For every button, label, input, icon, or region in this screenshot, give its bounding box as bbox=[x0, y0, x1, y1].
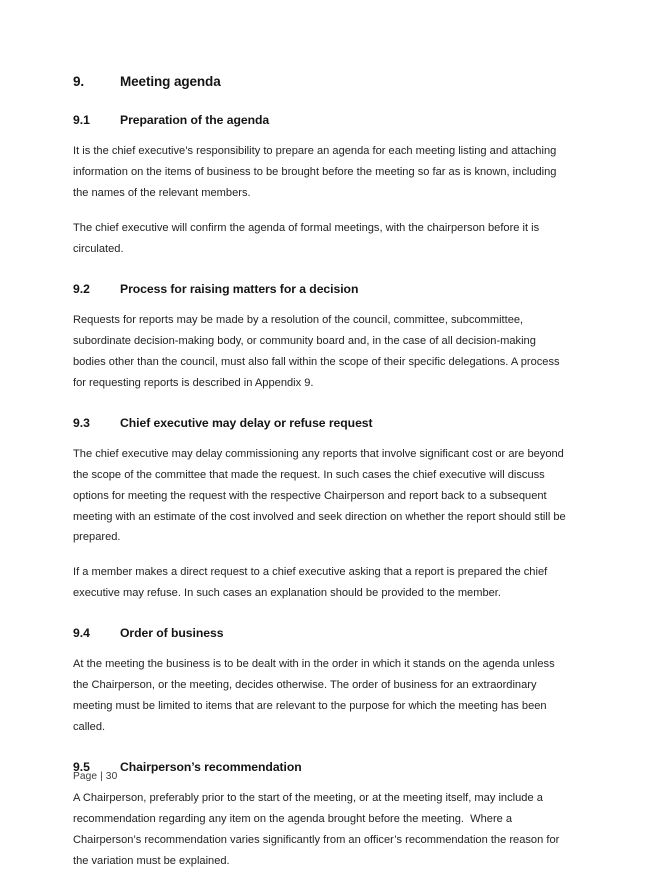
paragraph: The chief executive will confirm the agenda of formal meetings, with the chairperson before it is circulated. bbox=[73, 221, 543, 255]
section-title: Meeting agenda bbox=[120, 74, 221, 89]
page-content bbox=[73, 74, 569, 872]
subsection-heading-9-1 bbox=[73, 113, 566, 128]
paragraph: At the meeting the business is to be dealt with in the order in which it stands on the agenda unless the Chairperson, or the meeting, decides otherwise. The order of business for an extraordinary meeting must be limited to items that are relevant to the purpose for which the meeting has been called. bbox=[73, 658, 558, 734]
subsection-heading-9-3 bbox=[73, 416, 566, 431]
section-heading-9 bbox=[73, 74, 566, 91]
subsection-number: 9.4 bbox=[73, 626, 90, 641]
paragraph: Requests for reports may be made by a resolution of the council, committee, subcommittee, subordinate decision-making body, or community board and, in the case of all decision-making bodies other than the council, must also fall within the scope of their specific delegations. A process for requesting reports is described in Appendix 9. bbox=[73, 313, 563, 389]
subsection-heading-9-4 bbox=[73, 626, 566, 641]
subsection-number: 9.3 bbox=[73, 415, 90, 430]
subsection-title: Preparation of the agenda bbox=[120, 112, 270, 127]
subsection-heading-9-5 bbox=[73, 760, 566, 775]
subsection-title: Process for raising matters for a decision bbox=[120, 281, 359, 296]
subsection-heading-9-2 bbox=[73, 282, 566, 297]
subsection-number: 9.1 bbox=[73, 112, 90, 127]
subsection-title: Chairperson’s recommendation bbox=[120, 760, 302, 774]
subsection-title: Chief executive may delay or refuse request bbox=[120, 415, 373, 430]
paragraph: The chief executive may delay commissioning any reports that involve significant cost or are beyond the scope of the committee that made the request. In such cases the chief executive will discuss options for meeting the request with the respective Chairperson and report back to a subsequent meeting with an estimate of the cost involved and seek direction on whether the report should still be prepared. bbox=[73, 447, 569, 544]
paragraph: It is the chief executive’s responsibility to prepare an agenda for each meeting listing and attaching information on the items of business to be brought before the meeting so far as is known, including the names of the relevant members. bbox=[73, 145, 560, 199]
page-footer: Page | 30 bbox=[73, 771, 118, 782]
section-number: 9. bbox=[73, 74, 85, 89]
subsection-number: 9.2 bbox=[73, 281, 90, 296]
subsection-title: Order of business bbox=[120, 626, 224, 641]
paragraph: A Chairperson, preferably prior to the start of the meeting, or at the meeting itself, may include a recommendation regarding any item on the agenda brought before the meeting. Where a Chairperson’s recommendation varies significantly from an officer’s recommendation the reason for the variation must be explained. bbox=[73, 792, 563, 867]
subsection-number: 9.5 bbox=[73, 760, 90, 774]
paragraph: If a member makes a direct request to a chief executive asking that a report is prepared the chief executive may refuse. In such cases an explanation should be provided to the member. bbox=[73, 566, 551, 600]
